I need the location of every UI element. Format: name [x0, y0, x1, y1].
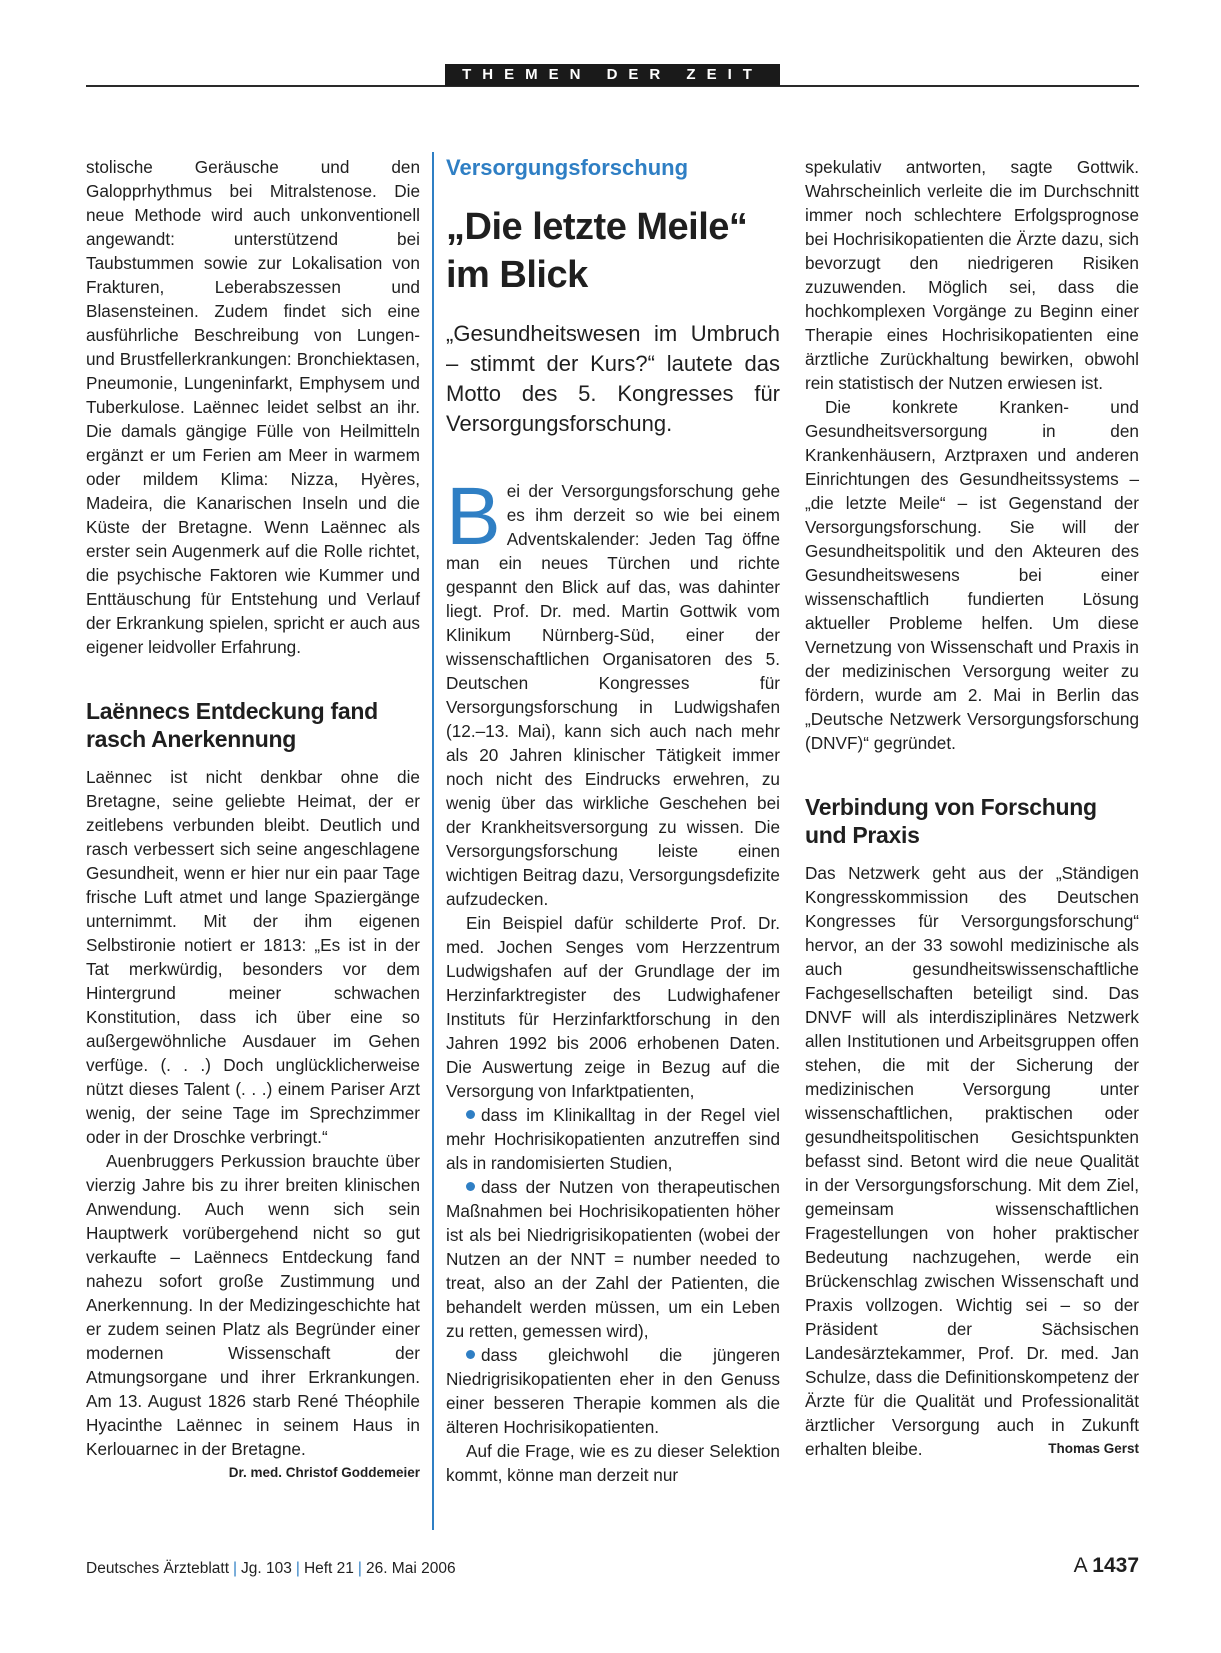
journal-volume: Jg. 103: [241, 1560, 292, 1577]
page-footer: [86, 1554, 1139, 1578]
paragraph-text: Auenbruggers Perkussion brauchte über vierzig Jahre bis zu ihrer breiten klinischen Anwendung. Auch wenn sich sein Hauptwerk vorübergehend nicht so gut verkaufte – Laënnecs Entdeckung fand nahezu sofort große Zustimmung und Anerkennung. In der Medizingeschichte hat er zudem seinen Platz als Begründer einer modernen Wissenschaft der Atmungsorgane und ihrer Erkrankungen. Am 13. August 1826 starb René Théophile Hyacinthe Laënnec in seinem Haus in Kerlouarnec in der Bretagne.: [86, 1151, 420, 1459]
paragraph-text: ei der Versorgungsforschung gehe es ihm derzeit so wie bei einem Adventskalender: Jeden Tag öffne man ein neues Türchen und richte gespannt den Blick auf das, was dahinter liegt. Prof. Dr. med. Martin Gottwik vom Klinikum Nürnberg-Süd, einer der wissenschaftlichen Organisatoren des 5. Deutschen Kongresses für Versorgungsforschung in Ludwigshafen (12.–13. Mai), kann sich auch nach mehr als 20 Jahren klinischer Tätigkeit immer noch nicht des Eindrucks erwehren, zu wenig über das wirkliche Geschehen bei der Krankheitsversorgung zu wissen. Die Versorgungsforschung leiste einen wichtigen Beitrag dazu, Versorgungsdefizite aufzudecken.: [446, 481, 780, 909]
bullet-dot-icon: [466, 1350, 475, 1359]
bullet-text: dass der Nutzen von therapeutischen Maßnahmen bei Hochrisikopatienten höher ist als bei Niedrigrisikopatienten (wobei der Nutzen an der NNT = number needed to treat, also an der Zahl der Patienten, die behandelt werden müssen, um ein Leben zu retten, gemessen wird),: [446, 1177, 780, 1341]
column-right: [805, 155, 1139, 1461]
author-byline: Thomas Gerst: [1048, 1441, 1139, 1456]
body-paragraph: Die konkrete Kranken- und Gesundheitsversorgung in den Krankenhäusern, Arztpraxen und anderen Einrichtungen des Gesundheitssystems – „die letzte Meile“ – ist Gegenstand der Versorgungsforschung. Sie will der Gesundheitspolitik und den Akteuren des Gesundheitswesens bei einer wissenschaftlich fundierten Lösung aktueller Probleme helfen. Um diese Vernetzung von Wissenschaft und Praxis in der medizinischen Versorgung weiter zu fördern, wurde am 2. Mai in Berlin das „Deutsche Netzwerk Versorgungsforschung (DNVF)“ gegründet.: [805, 397, 1139, 753]
journal-issue: Heft 21: [303, 1560, 354, 1577]
column-left: [86, 155, 420, 1485]
column-divider: [432, 152, 434, 1530]
footer-separator: |: [357, 1560, 362, 1577]
body-paragraph: Auf die Frage, wie es zu dieser Selektion kommt, könne man derzeit nur: [446, 1441, 780, 1485]
article-headline: „Die letzte Meile“ im Blick: [446, 206, 748, 296]
column-middle: [446, 155, 780, 1487]
bullet-item: [446, 1175, 780, 1343]
journal-name: Deutsches Ärzteblatt: [86, 1560, 230, 1577]
bullet-dot-icon: [466, 1110, 475, 1119]
bullet-dot-icon: [466, 1182, 475, 1191]
issue-date: 26. Mai 2006: [365, 1560, 456, 1577]
body-paragraph: Laënnec ist nicht denkbar ohne die Bretagne, seine geliebte Heimat, der er zeitlebens verbunden bleibt. Deutlich und rasch verbessert sich seine angeschlagene Gesundheit, wenn er hier nur ein paar Tage frische Luft atmet und lange Spaziergänge unternimmt. Mit der ihm eigenen Selbstironie notiert er 1813: „Es ist in der Tat merkwürdig, besonders vor dem Hintergrund meiner schwachen Konstitution, dass ich über eine so außergewöhnliche Ausdauer im Gehen verfüge. (. . .) Doch unglücklicherweise nützt dieses Talent (. . .) einem Pariser Arzt wenig, der seine Tage im Sprechzimmer oder in der Droschke verbringt.“: [86, 767, 420, 1147]
bullet-text: dass im Klinikalltag in der Regel viel mehr Hochrisikopatienten anzutreffen sind als in randomisierten Studien,: [446, 1105, 780, 1173]
body-paragraph: Ein Beispiel dafür schilderte Prof. Dr. med. Jochen Senges vom Herzzentrum Ludwigshafen auf der Grundlage der im Herzinfarktregister des Ludwighafener Instituts für Herzinfarktforschung in den Jahren 1992 bis 2006 erhobenen Daten. Die Auswertung zeige in Bezug auf die Versorgung von Infarktpatienten,: [446, 913, 780, 1101]
bullet-item: [446, 1103, 780, 1175]
footer-separator: |: [295, 1560, 300, 1577]
bullet-text: dass gleichwohl die jüngeren Niedrigrisikopatienten eher in den Genuss einer besseren Therapie kommen als die älteren Hochrisikopatienten.: [446, 1345, 780, 1437]
subheading: Laënnecs Entdeckung fand rasch Anerkennung: [86, 698, 378, 752]
body-paragraph: [446, 471, 780, 911]
page-number: [1074, 1554, 1139, 1578]
body-paragraph: stolische Geräusche und den Galopprhythmus bei Mitralstenose. Die neue Methode wird auch unkonventionell angewandt: unterstützend bei Taubstummen sowie zur Lokalisation von Frakturen, Leberabszessen und Blasensteinen. Zudem findet sich eine ausführliche Beschreibung von Lungen- und Brustfellerkrankungen: Bronchiektasen, Pneumonie, Lungeninfarkt, Emphysem und Tuberkulose. Laënnec leidet selbst an ihr. Die damals gängige Fülle von Heilmitteln ergänzt er um Ferien am Meer in warmem oder mildem Klima: Nizza, Hyères, Madeira, die Kanarischen Inseln und die Küste der Bretagne. Wenn Laënnec als erster sein Augenmerk auf die Rolle richtet, die psychische Faktoren wie Kummer und Enttäuschung für Entstehung und Verlauf der Erkrankung spielen, spricht er auch aus eigener leidvoller Erfahrung.: [86, 157, 420, 657]
paragraph-text: Das Netzwerk geht aus der „Ständigen Kongresskommission des Deutschen Kongresses für Versorgungsforschung“ hervor, an der 33 sowohl medizinische als auch gesundheitswissenschaftliche Fachgesellschaften beteiligt sind. Das DNVF will als interdisziplinäres Netzwerk allen Institutionen und Arbeitsgruppen offen stehen, die mit der Sicherung der medizinischen Versorgung unter wissenschaftlichen, praktischen oder gesundheitspolitischen Gesichtspunkten befasst sind. Betont wird die neue Qualität in der Versorgungsforschung. Mit dem Ziel, gemeinsam wissenschaftlichen Fragestellungen von hoher praktischer Bedeutung nachzugehen, werde ein Brückenschlag zwischen Wissenschaft und Praxis vollzogen. Wichtig sei – so der Präsident der Sächsischen Landesärztekammer, Prof. Dr. med. Jan Schulze, dass die Definitionskompetenz der Ärzte für die Qualität und Professionalität ärztlicher Versorgung auch in Zukunft erhalten bleibe.: [805, 863, 1139, 1459]
page-number-value: 1437: [1092, 1554, 1139, 1577]
article-lead: „Gesundheitswesen im Umbruch – stimmt der Kurs?“ lautete das Motto des 5. Kongresses für Versorgungsforschung.: [446, 321, 780, 436]
section-header: THEMEN DER ZEIT: [445, 64, 780, 86]
body-paragraph: [805, 861, 1139, 1461]
body-paragraph: [86, 1149, 420, 1480]
page-prefix: A: [1073, 1554, 1087, 1577]
drop-cap: B: [446, 471, 501, 562]
article-kicker: Versorgungsforschung: [446, 155, 689, 180]
author-byline: Dr. med. Christof Goddemeier: [228, 1465, 420, 1480]
body-paragraph: spekulativ antworten, sagte Gottwik. Wahrscheinlich verleite die im Durchschnitt immer noch schlechtere Erfolgsprognose bei Hochrisikopatienten die Ärzte dazu, sich bevorzugt den niedrigeren Risiken zuzuwenden. Möglich sei, dass die hochkomplexen Vorgänge zu Beginn einer Therapie eines Hochrisikopatienten eine ärztliche Zurückhaltung bewirken, obwohl rein statistisch der Nutzen erwiesen ist.: [805, 157, 1139, 393]
bullet-item: [446, 1343, 780, 1439]
footer-separator: |: [233, 1560, 238, 1577]
subheading: Verbindung von Forschung und Praxis: [805, 794, 1097, 848]
